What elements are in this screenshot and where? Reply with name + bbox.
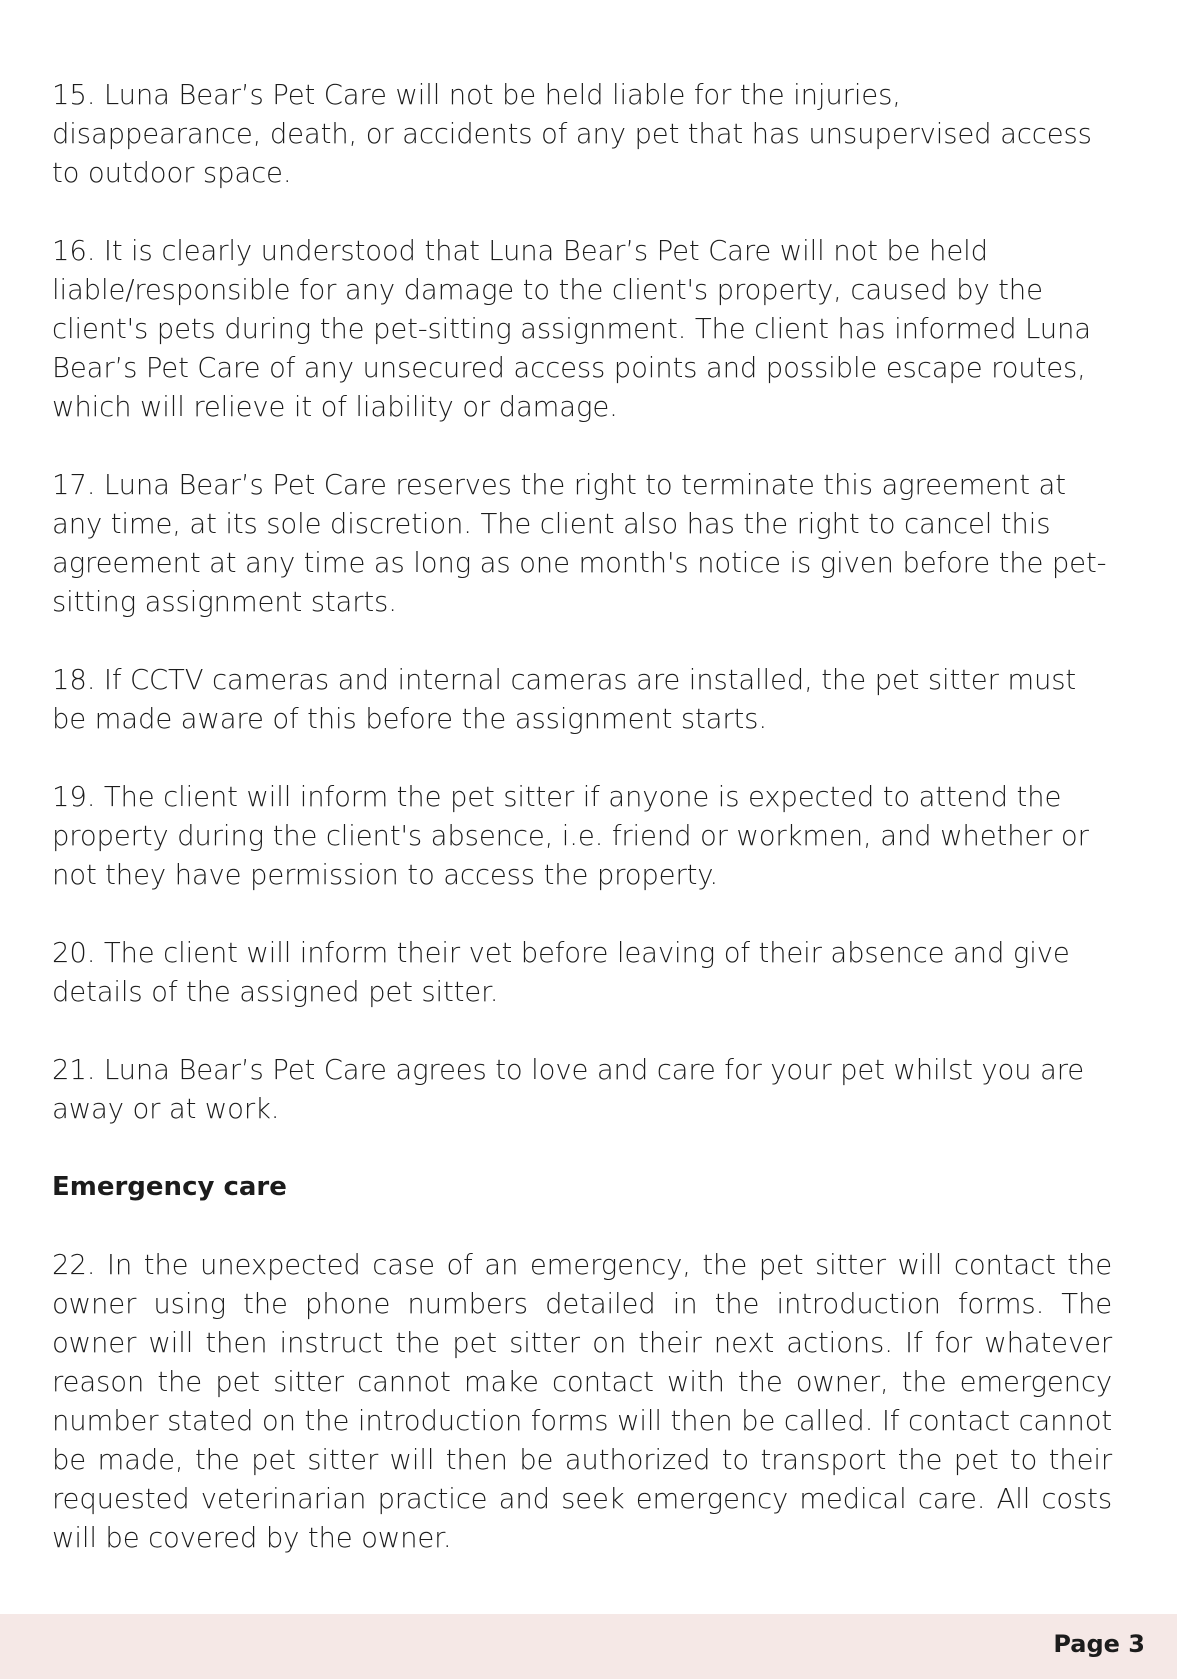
- clause-18: 18. If CCTV cameras and internal cameras are installed, the pet sitter must be made aware of this before the assignment starts.: [52, 664, 1077, 735]
- clause-17: 17. Luna Bear’s Pet Care reserves the right to terminate this agreement at any time, at its sole discretion. The client also has the right to cancel this agreement at any time as long as one month's notice is given before the pet-sitting assignment starts.: [52, 469, 1107, 618]
- clause-19: 19. The client will inform the pet sitter if anyone is expected to attend the property during the client's absence, i.e. friend or workmen, and whether or not they have permission to access the property.: [52, 781, 1089, 891]
- page-footer: [0, 1614, 1177, 1679]
- clause-22: 22. In the unexpected case of an emergency, the pet sitter will contact the owner using the phone numbers detailed in the introduction forms. The owner will then instruct the pet sitter on their next actions. If for whatever reason the pet sitter cannot make contact with the owner, the emergency number stated on the introduction forms will then be called. If contact cannot be made, the pet sitter will then be authorized to transport the pet to their requested veterinarian practice and seek emergency medical care. All costs will be covered by the owner.: [52, 1249, 1112, 1554]
- clause-16: 16. It is clearly understood that Luna Bear’s Pet Care will not be held liable/responsible for any damage to the client's property, caused by the client's pets during the pet-sitting assignment. The client has informed Luna Bear’s Pet Care of any unsecured access points and possible escape routes, which will relieve it of liability or damage.: [52, 235, 1091, 423]
- clause-20: 20. The client will inform their vet before leaving of their absence and give details of the assigned pet sitter.: [52, 937, 1070, 1008]
- clause-21: 21. Luna Bear’s Pet Care agrees to love and care for your pet whilst you are away or at work.: [52, 1054, 1085, 1125]
- page-number: Page 3: [1053, 1630, 1145, 1658]
- clause-15: 15. Luna Bear’s Pet Care will not be held liable for the injuries, disappearance, death, or accidents of any pet that has unsupervised access to outdoor space.: [52, 79, 1092, 189]
- section-heading-emergency-care: Emergency care: [52, 1172, 287, 1202]
- document-body: [52, 76, 1112, 1597]
